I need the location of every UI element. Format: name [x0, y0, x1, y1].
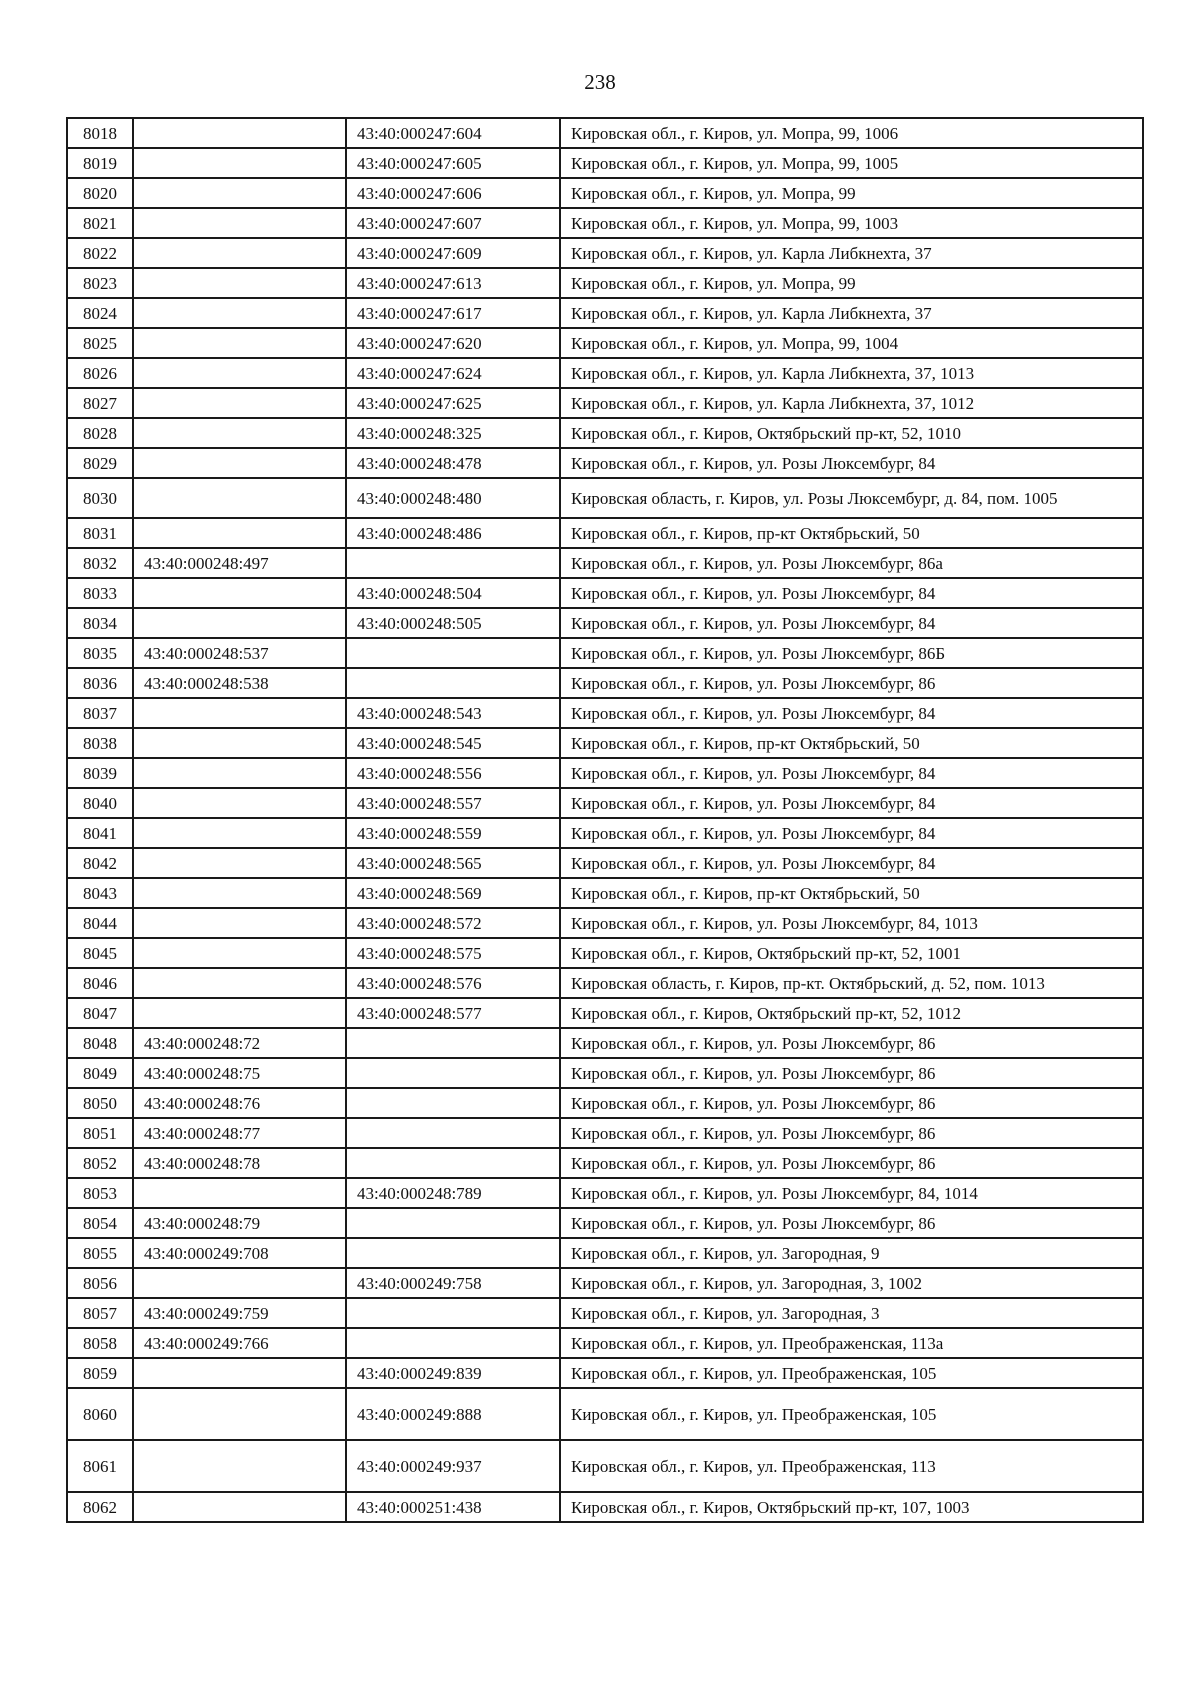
- row-number-cell: 8044: [67, 908, 133, 938]
- land-cadastral-number-cell: [133, 878, 346, 908]
- address-cell: Кировская обл., г. Киров, ул. Преображенская, 113а: [560, 1328, 1143, 1358]
- building-cadastral-number-cell: 43:40:000247:606: [346, 178, 560, 208]
- building-cadastral-number-cell: [346, 1328, 560, 1358]
- table-row: [67, 478, 1143, 518]
- building-cadastral-number-cell: [346, 638, 560, 668]
- address-cell: Кировская область, г. Киров, пр-кт. Октябрьский, д. 52, пом. 1013: [560, 968, 1143, 998]
- table-row: [67, 758, 1143, 788]
- row-number-cell: 8033: [67, 578, 133, 608]
- registry-table-body: [67, 118, 1143, 1522]
- land-cadastral-number-cell: 43:40:000248:537: [133, 638, 346, 668]
- row-number-cell: 8041: [67, 818, 133, 848]
- table-row: [67, 448, 1143, 478]
- address-cell: Кировская обл., г. Киров, пр-кт Октябрьский, 50: [560, 728, 1143, 758]
- table-row: [67, 548, 1143, 578]
- building-cadastral-number-cell: 43:40:000248:556: [346, 758, 560, 788]
- land-cadastral-number-cell: [133, 1440, 346, 1492]
- land-cadastral-number-cell: 43:40:000248:79: [133, 1208, 346, 1238]
- building-cadastral-number-cell: 43:40:000248:325: [346, 418, 560, 448]
- land-cadastral-number-cell: [133, 518, 346, 548]
- row-number-cell: 8048: [67, 1028, 133, 1058]
- row-number-cell: 8019: [67, 148, 133, 178]
- address-cell: Кировская обл., г. Киров, ул. Розы Люксембург, 84, 1014: [560, 1178, 1143, 1208]
- address-cell: Кировская обл., г. Киров, ул. Мопра, 99: [560, 178, 1143, 208]
- address-cell: Кировская область, г. Киров, ул. Розы Люксембург, д. 84, пом. 1005: [560, 478, 1143, 518]
- row-number-cell: 8050: [67, 1088, 133, 1118]
- row-number-cell: 8022: [67, 238, 133, 268]
- land-cadastral-number-cell: [133, 118, 346, 148]
- table-row: [67, 1440, 1143, 1492]
- land-cadastral-number-cell: 43:40:000249:708: [133, 1238, 346, 1268]
- table-row: [67, 1268, 1143, 1298]
- address-cell: Кировская обл., г. Киров, ул. Преображенская, 105: [560, 1358, 1143, 1388]
- table-row: [67, 998, 1143, 1028]
- land-cadastral-number-cell: [133, 1492, 346, 1522]
- address-cell: Кировская обл., г. Киров, Октябрьский пр-кт, 52, 1012: [560, 998, 1143, 1028]
- address-cell: Кировская обл., г. Киров, ул. Розы Люксембург, 84: [560, 788, 1143, 818]
- land-cadastral-number-cell: 43:40:000248:78: [133, 1148, 346, 1178]
- building-cadastral-number-cell: 43:40:000248:572: [346, 908, 560, 938]
- table-row: [67, 1178, 1143, 1208]
- row-number-cell: 8027: [67, 388, 133, 418]
- address-cell: Кировская обл., г. Киров, ул. Мопра, 99, 1003: [560, 208, 1143, 238]
- row-number-cell: 8026: [67, 358, 133, 388]
- address-cell: Кировская обл., г. Киров, ул. Загородная, 9: [560, 1238, 1143, 1268]
- building-cadastral-number-cell: [346, 548, 560, 578]
- land-cadastral-number-cell: [133, 148, 346, 178]
- table-row: [67, 118, 1143, 148]
- table-row: [67, 518, 1143, 548]
- row-number-cell: 8036: [67, 668, 133, 698]
- land-cadastral-number-cell: [133, 758, 346, 788]
- row-number-cell: 8043: [67, 878, 133, 908]
- building-cadastral-number-cell: [346, 1208, 560, 1238]
- building-cadastral-number-cell: [346, 1118, 560, 1148]
- building-cadastral-number-cell: 43:40:000247:613: [346, 268, 560, 298]
- building-cadastral-number-cell: 43:40:000251:438: [346, 1492, 560, 1522]
- table-row: [67, 968, 1143, 998]
- table-row: [67, 1088, 1143, 1118]
- address-cell: Кировская обл., г. Киров, ул. Преображенская, 105: [560, 1388, 1143, 1440]
- row-number-cell: 8057: [67, 1298, 133, 1328]
- land-cadastral-number-cell: 43:40:000248:497: [133, 548, 346, 578]
- land-cadastral-number-cell: [133, 1268, 346, 1298]
- table-row: [67, 1492, 1143, 1522]
- row-number-cell: 8023: [67, 268, 133, 298]
- row-number-cell: 8029: [67, 448, 133, 478]
- table-row: [67, 1328, 1143, 1358]
- building-cadastral-number-cell: [346, 1238, 560, 1268]
- building-cadastral-number-cell: 43:40:000248:486: [346, 518, 560, 548]
- address-cell: Кировская обл., г. Киров, ул. Мопра, 99, 1005: [560, 148, 1143, 178]
- address-cell: Кировская обл., г. Киров, ул. Розы Люксембург, 84: [560, 758, 1143, 788]
- row-number-cell: 8058: [67, 1328, 133, 1358]
- land-cadastral-number-cell: [133, 908, 346, 938]
- address-cell: Кировская обл., г. Киров, ул. Розы Люксембург, 86а: [560, 548, 1143, 578]
- address-cell: Кировская обл., г. Киров, ул. Карла Либкнехта, 37, 1012: [560, 388, 1143, 418]
- land-cadastral-number-cell: [133, 178, 346, 208]
- address-cell: Кировская обл., г. Киров, ул. Карла Либкнехта, 37: [560, 298, 1143, 328]
- address-cell: Кировская обл., г. Киров, ул. Розы Люксембург, 84: [560, 848, 1143, 878]
- address-cell: Кировская обл., г. Киров, ул. Розы Люксембург, 84, 1013: [560, 908, 1143, 938]
- address-cell: Кировская обл., г. Киров, ул. Карла Либкнехта, 37: [560, 238, 1143, 268]
- table-row: [67, 638, 1143, 668]
- land-cadastral-number-cell: [133, 968, 346, 998]
- address-cell: Кировская обл., г. Киров, ул. Розы Люксембург, 86: [560, 1088, 1143, 1118]
- row-number-cell: 8024: [67, 298, 133, 328]
- table-row: [67, 1208, 1143, 1238]
- table-row: [67, 908, 1143, 938]
- table-row: [67, 1298, 1143, 1328]
- building-cadastral-number-cell: 43:40:000247:607: [346, 208, 560, 238]
- building-cadastral-number-cell: 43:40:000248:480: [346, 478, 560, 518]
- address-cell: Кировская обл., г. Киров, ул. Преображенская, 113: [560, 1440, 1143, 1492]
- table-row: [67, 358, 1143, 388]
- land-cadastral-number-cell: [133, 1358, 346, 1388]
- land-cadastral-number-cell: [133, 818, 346, 848]
- address-cell: Кировская обл., г. Киров, ул. Розы Люксембург, 84: [560, 818, 1143, 848]
- building-cadastral-number-cell: 43:40:000248:569: [346, 878, 560, 908]
- building-cadastral-number-cell: [346, 1028, 560, 1058]
- address-cell: Кировская обл., г. Киров, ул. Розы Люксембург, 86: [560, 1148, 1143, 1178]
- building-cadastral-number-cell: 43:40:000248:557: [346, 788, 560, 818]
- address-cell: Кировская обл., г. Киров, ул. Розы Люксембург, 86: [560, 668, 1143, 698]
- table-row: [67, 698, 1143, 728]
- address-cell: Кировская обл., г. Киров, ул. Мопра, 99, 1006: [560, 118, 1143, 148]
- row-number-cell: 8049: [67, 1058, 133, 1088]
- row-number-cell: 8025: [67, 328, 133, 358]
- address-cell: Кировская обл., г. Киров, ул. Розы Люксембург, 84: [560, 578, 1143, 608]
- land-cadastral-number-cell: [133, 298, 346, 328]
- row-number-cell: 8052: [67, 1148, 133, 1178]
- building-cadastral-number-cell: 43:40:000248:576: [346, 968, 560, 998]
- table-row: [67, 208, 1143, 238]
- address-cell: Кировская обл., г. Киров, ул. Загородная, 3, 1002: [560, 1268, 1143, 1298]
- building-cadastral-number-cell: 43:40:000248:504: [346, 578, 560, 608]
- table-row: [67, 878, 1143, 908]
- row-number-cell: 8018: [67, 118, 133, 148]
- row-number-cell: 8040: [67, 788, 133, 818]
- row-number-cell: 8061: [67, 1440, 133, 1492]
- table-row: [67, 418, 1143, 448]
- land-cadastral-number-cell: 43:40:000248:77: [133, 1118, 346, 1148]
- land-cadastral-number-cell: [133, 698, 346, 728]
- address-cell: Кировская обл., г. Киров, Октябрьский пр-кт, 107, 1003: [560, 1492, 1143, 1522]
- row-number-cell: 8038: [67, 728, 133, 758]
- building-cadastral-number-cell: 43:40:000249:839: [346, 1358, 560, 1388]
- table-row: [67, 608, 1143, 638]
- land-cadastral-number-cell: [133, 388, 346, 418]
- table-row: [67, 1058, 1143, 1088]
- table-row: [67, 728, 1143, 758]
- land-cadastral-number-cell: 43:40:000249:766: [133, 1328, 346, 1358]
- land-cadastral-number-cell: [133, 608, 346, 638]
- row-number-cell: 8051: [67, 1118, 133, 1148]
- table-row: [67, 1028, 1143, 1058]
- table-row: [67, 388, 1143, 418]
- land-cadastral-number-cell: 43:40:000248:538: [133, 668, 346, 698]
- row-number-cell: 8021: [67, 208, 133, 238]
- table-row: [67, 1238, 1143, 1268]
- address-cell: Кировская обл., г. Киров, пр-кт Октябрьский, 50: [560, 518, 1143, 548]
- land-cadastral-number-cell: [133, 418, 346, 448]
- building-cadastral-number-cell: 43:40:000248:543: [346, 698, 560, 728]
- table-row: [67, 668, 1143, 698]
- address-cell: Кировская обл., г. Киров, Октябрьский пр-кт, 52, 1001: [560, 938, 1143, 968]
- building-cadastral-number-cell: [346, 668, 560, 698]
- building-cadastral-number-cell: 43:40:000249:758: [346, 1268, 560, 1298]
- land-cadastral-number-cell: [133, 478, 346, 518]
- building-cadastral-number-cell: [346, 1088, 560, 1118]
- building-cadastral-number-cell: 43:40:000247:617: [346, 298, 560, 328]
- address-cell: Кировская обл., г. Киров, ул. Карла Либкнехта, 37, 1013: [560, 358, 1143, 388]
- table-row: [67, 848, 1143, 878]
- building-cadastral-number-cell: [346, 1298, 560, 1328]
- building-cadastral-number-cell: [346, 1058, 560, 1088]
- address-cell: Кировская обл., г. Киров, ул. Розы Люксембург, 86: [560, 1208, 1143, 1238]
- building-cadastral-number-cell: 43:40:000248:565: [346, 848, 560, 878]
- table-row: [67, 178, 1143, 208]
- land-cadastral-number-cell: [133, 208, 346, 238]
- building-cadastral-number-cell: 43:40:000248:478: [346, 448, 560, 478]
- row-number-cell: 8047: [67, 998, 133, 1028]
- land-cadastral-number-cell: [133, 788, 346, 818]
- address-cell: Кировская обл., г. Киров, ул. Розы Люксембург, 86: [560, 1058, 1143, 1088]
- land-cadastral-number-cell: 43:40:000248:75: [133, 1058, 346, 1088]
- building-cadastral-number-cell: 43:40:000248:577: [346, 998, 560, 1028]
- building-cadastral-number-cell: 43:40:000249:937: [346, 1440, 560, 1492]
- address-cell: Кировская обл., г. Киров, ул. Мопра, 99: [560, 268, 1143, 298]
- row-number-cell: 8054: [67, 1208, 133, 1238]
- table-row: [67, 1388, 1143, 1440]
- building-cadastral-number-cell: 43:40:000247:605: [346, 148, 560, 178]
- building-cadastral-number-cell: 43:40:000247:609: [346, 238, 560, 268]
- table-row: [67, 938, 1143, 968]
- building-cadastral-number-cell: 43:40:000247:624: [346, 358, 560, 388]
- address-cell: Кировская обл., г. Киров, ул. Розы Люксембург, 86: [560, 1118, 1143, 1148]
- row-number-cell: 8062: [67, 1492, 133, 1522]
- land-cadastral-number-cell: [133, 448, 346, 478]
- building-cadastral-number-cell: 43:40:000248:559: [346, 818, 560, 848]
- address-cell: Кировская обл., г. Киров, ул. Загородная, 3: [560, 1298, 1143, 1328]
- land-cadastral-number-cell: [133, 848, 346, 878]
- table-row: [67, 238, 1143, 268]
- table-row: [67, 268, 1143, 298]
- table-row: [67, 788, 1143, 818]
- land-cadastral-number-cell: [133, 268, 346, 298]
- building-cadastral-number-cell: 43:40:000248:545: [346, 728, 560, 758]
- row-number-cell: 8056: [67, 1268, 133, 1298]
- row-number-cell: 8060: [67, 1388, 133, 1440]
- land-cadastral-number-cell: [133, 328, 346, 358]
- address-cell: Кировская обл., г. Киров, ул. Розы Люксембург, 84: [560, 448, 1143, 478]
- row-number-cell: 8042: [67, 848, 133, 878]
- address-cell: Кировская обл., г. Киров, ул. Розы Люксембург, 84: [560, 698, 1143, 728]
- building-cadastral-number-cell: [346, 1148, 560, 1178]
- table-row: [67, 328, 1143, 358]
- row-number-cell: 8046: [67, 968, 133, 998]
- address-cell: Кировская обл., г. Киров, Октябрьский пр-кт, 52, 1010: [560, 418, 1143, 448]
- building-cadastral-number-cell: 43:40:000248:789: [346, 1178, 560, 1208]
- building-cadastral-number-cell: 43:40:000248:505: [346, 608, 560, 638]
- row-number-cell: 8039: [67, 758, 133, 788]
- building-cadastral-number-cell: 43:40:000247:620: [346, 328, 560, 358]
- building-cadastral-number-cell: 43:40:000247:604: [346, 118, 560, 148]
- land-cadastral-number-cell: [133, 998, 346, 1028]
- land-cadastral-number-cell: [133, 238, 346, 268]
- land-cadastral-number-cell: 43:40:000248:72: [133, 1028, 346, 1058]
- row-number-cell: 8028: [67, 418, 133, 448]
- land-cadastral-number-cell: [133, 728, 346, 758]
- table-row: [67, 578, 1143, 608]
- table-row: [67, 1148, 1143, 1178]
- address-cell: Кировская обл., г. Киров, ул. Розы Люксембург, 86: [560, 1028, 1143, 1058]
- row-number-cell: 8031: [67, 518, 133, 548]
- address-cell: Кировская обл., г. Киров, ул. Розы Люксембург, 84: [560, 608, 1143, 638]
- land-cadastral-number-cell: [133, 938, 346, 968]
- land-cadastral-number-cell: 43:40:000249:759: [133, 1298, 346, 1328]
- land-cadastral-number-cell: 43:40:000248:76: [133, 1088, 346, 1118]
- table-row: [67, 818, 1143, 848]
- table-row: [67, 148, 1143, 178]
- table-row: [67, 298, 1143, 328]
- row-number-cell: 8053: [67, 1178, 133, 1208]
- row-number-cell: 8034: [67, 608, 133, 638]
- row-number-cell: 8030: [67, 478, 133, 518]
- address-cell: Кировская обл., г. Киров, ул. Розы Люксембург, 86Б: [560, 638, 1143, 668]
- land-cadastral-number-cell: [133, 1178, 346, 1208]
- row-number-cell: 8035: [67, 638, 133, 668]
- land-cadastral-number-cell: [133, 578, 346, 608]
- building-cadastral-number-cell: 43:40:000249:888: [346, 1388, 560, 1440]
- land-cadastral-number-cell: [133, 358, 346, 388]
- building-cadastral-number-cell: 43:40:000247:625: [346, 388, 560, 418]
- building-cadastral-number-cell: 43:40:000248:575: [346, 938, 560, 968]
- row-number-cell: 8045: [67, 938, 133, 968]
- table-row: [67, 1118, 1143, 1148]
- row-number-cell: 8059: [67, 1358, 133, 1388]
- row-number-cell: 8020: [67, 178, 133, 208]
- row-number-cell: 8037: [67, 698, 133, 728]
- land-cadastral-number-cell: [133, 1388, 346, 1440]
- registry-table: [66, 117, 1144, 1523]
- address-cell: Кировская обл., г. Киров, пр-кт Октябрьский, 50: [560, 878, 1143, 908]
- row-number-cell: 8032: [67, 548, 133, 578]
- table-row: [67, 1358, 1143, 1388]
- page-number: 238: [584, 70, 616, 94]
- row-number-cell: 8055: [67, 1238, 133, 1268]
- address-cell: Кировская обл., г. Киров, ул. Мопра, 99, 1004: [560, 328, 1143, 358]
